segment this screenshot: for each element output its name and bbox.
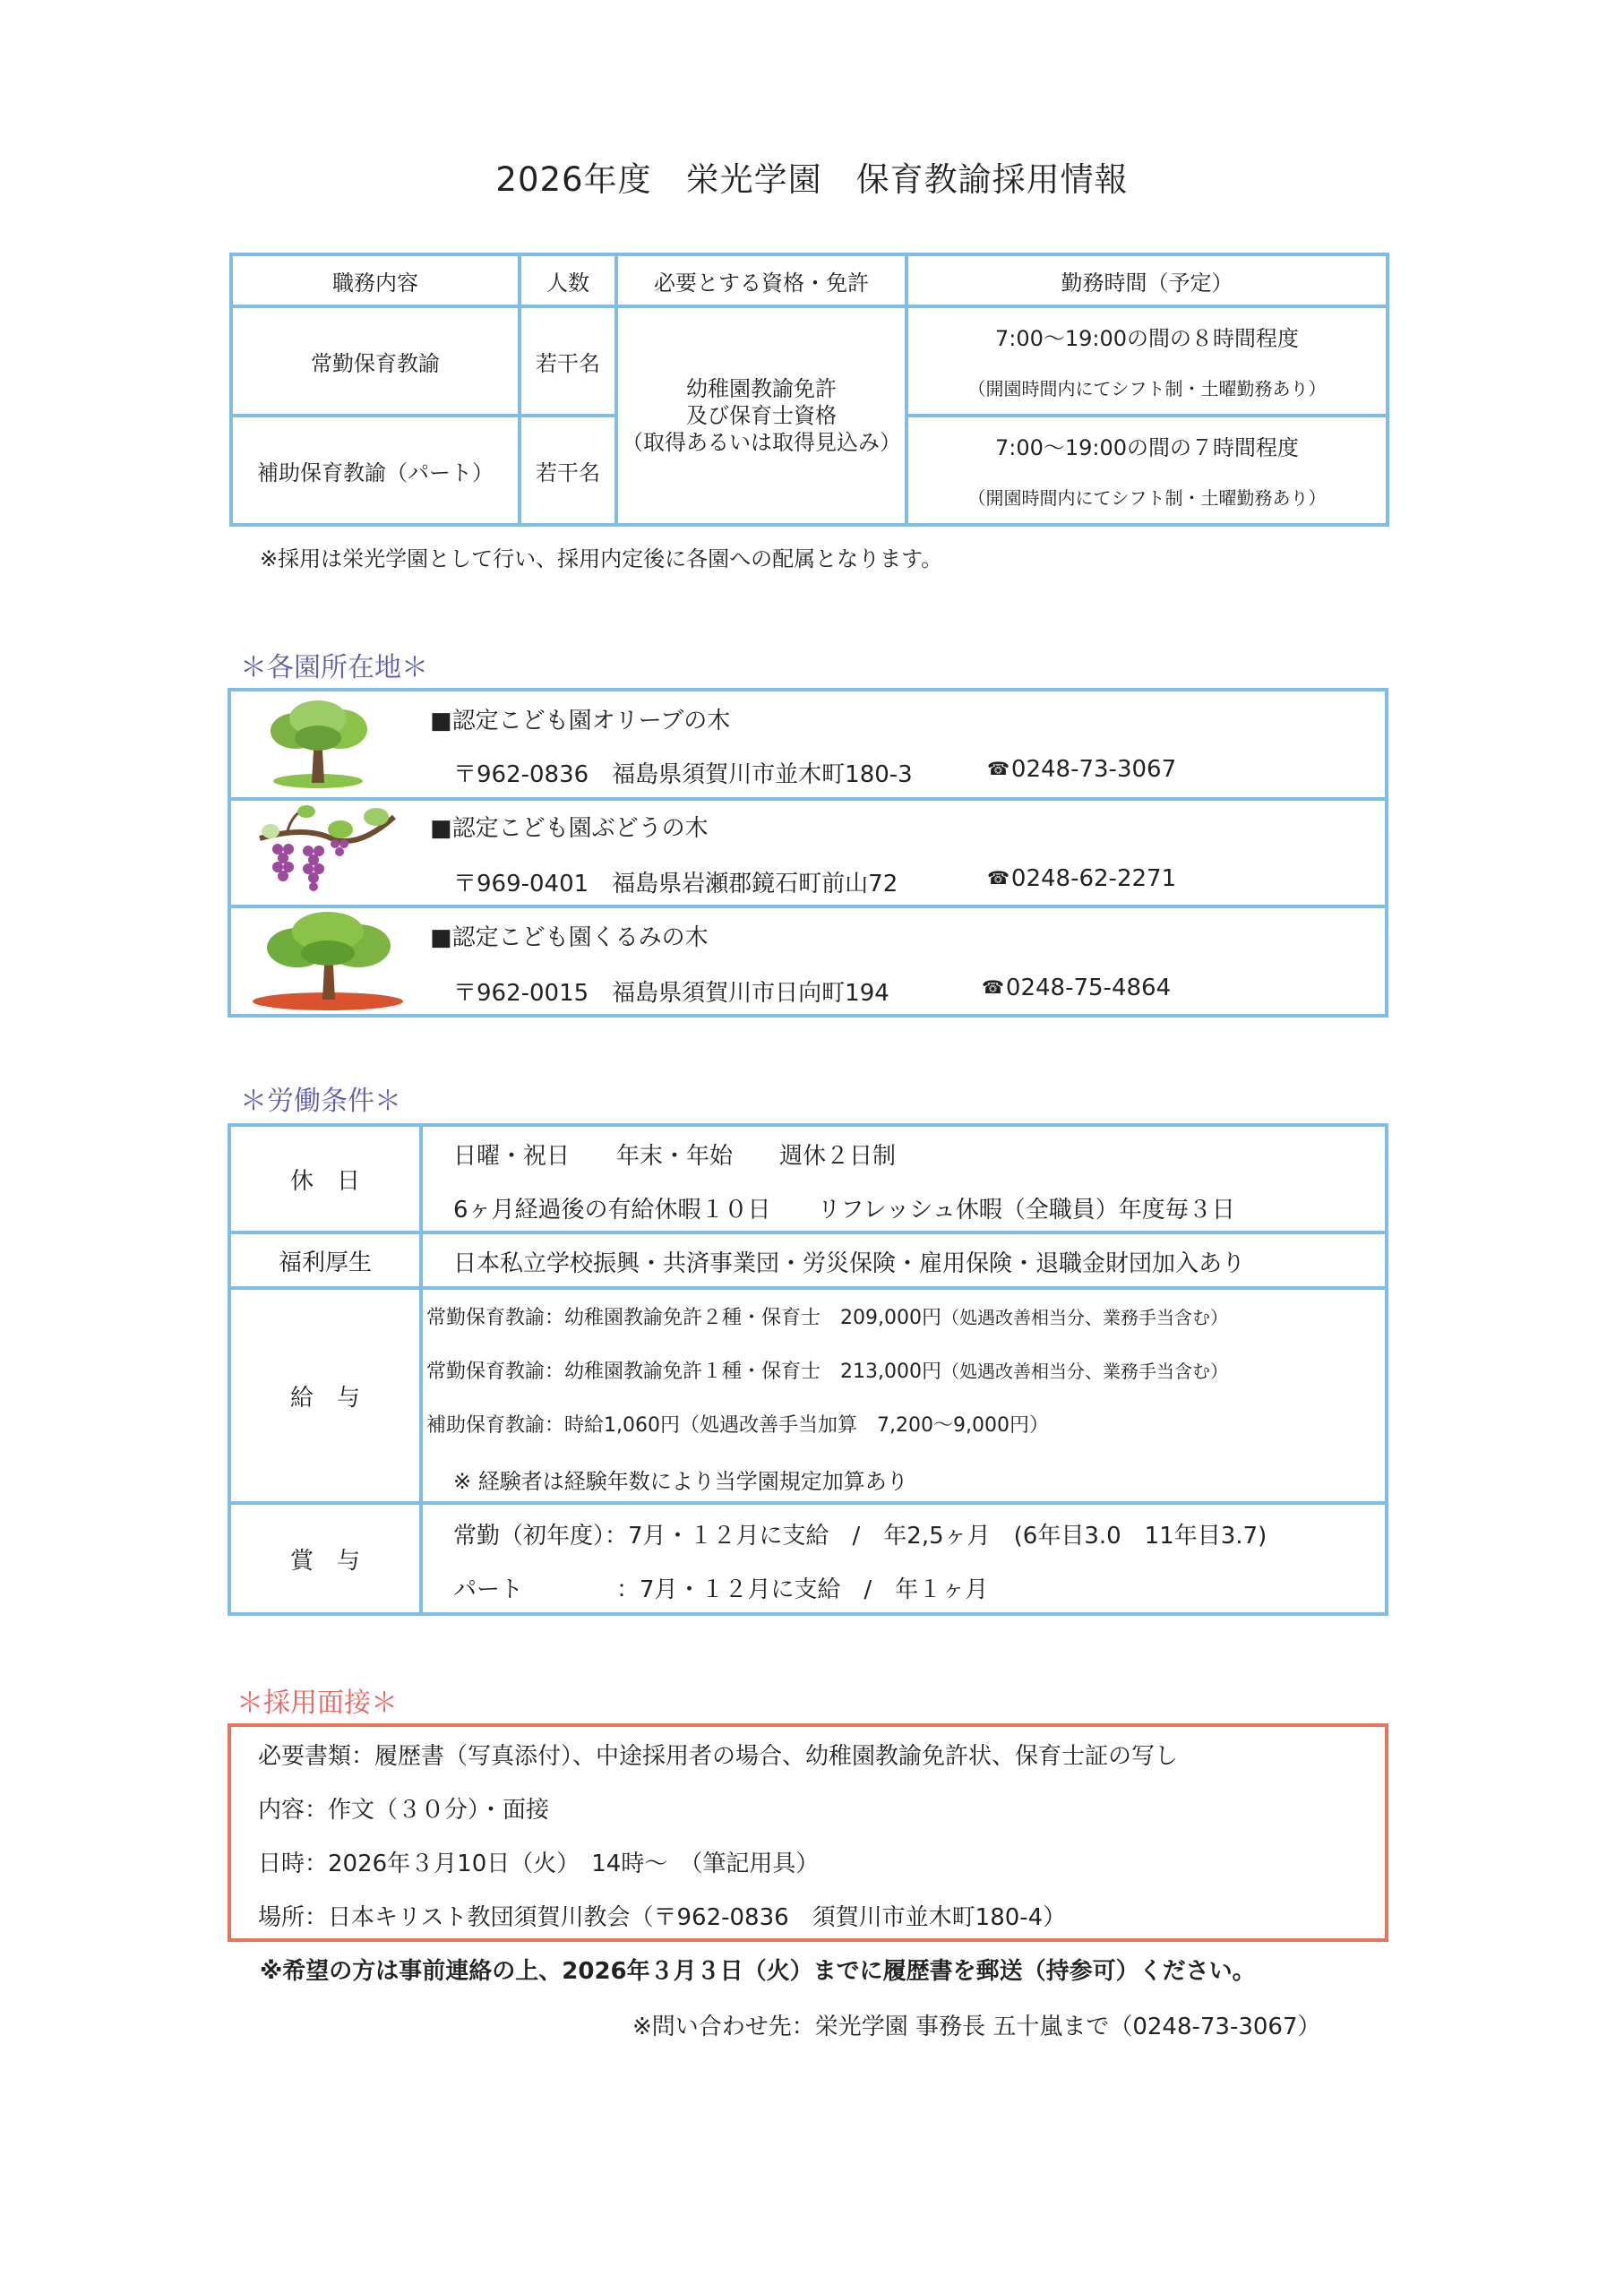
- salary-line: [426, 1356, 1228, 1384]
- placement-note: ※採用は栄光学園として行い、採用内定後に各園への配属となります。: [260, 546, 943, 571]
- job-parttime: 補助保育教諭（パート）: [257, 459, 494, 485]
- qualification-line: 幼稚園教諭免許: [686, 376, 837, 401]
- phone-icon: ☎: [987, 758, 1010, 779]
- bonus-line: パート ：7月・１２月に支給 / 年１ヶ月: [453, 1576, 989, 1603]
- location-phone: [987, 865, 1176, 892]
- count-parttime: 若干名: [536, 459, 600, 485]
- phone-icon: ☎: [987, 867, 1010, 889]
- location-phone: [982, 975, 1171, 1001]
- interview-venue: 場所：日本キリスト教団須賀川教会（〒962-0836 須賀川市並木町180-4）: [258, 1904, 1067, 1931]
- location-name: ■認定こども園ぶどうの木: [430, 815, 709, 842]
- welfare-label: 福利厚生: [278, 1249, 372, 1276]
- hours-note-parttime: （開園時間内にてシフト制・土曜勤務あり）: [967, 486, 1327, 509]
- phone-number: 0248-62-2271: [1010, 865, 1177, 892]
- hours-fulltime: 7:00〜19:00の間の８時間程度: [994, 325, 1300, 351]
- location-address: 〒969-0401 福島県岩瀬郡鏡石町前山72: [453, 871, 898, 897]
- salary-sub: （処遇改善相当分、業務手当含む）: [941, 1307, 1228, 1328]
- location-name: ■認定こども園くるみの木: [430, 924, 709, 951]
- salary-main: 常勤保育教諭：幼稚園教諭免許２種・保育士 209,000円: [426, 1307, 941, 1329]
- location-name: ■認定こども園オリーブの木: [430, 708, 731, 734]
- bonus-label: 賞 与: [289, 1547, 360, 1575]
- salary-line: [426, 1302, 1228, 1330]
- interview-datetime: 日時：2026年３月10日（火） 14時〜 （筆記用具）: [258, 1851, 820, 1877]
- page-title: 2026年度 栄光学園 保育教諭採用情報: [495, 160, 1129, 199]
- location-address: 〒962-0836 福島県須賀川市並木町180-3: [453, 761, 913, 788]
- qualification-line: 及び保育士資格: [686, 403, 837, 428]
- welfare-text: 日本私立学校振興・共済事業団・労災保険・雇用保険・退職金財団加入あり: [453, 1250, 1246, 1277]
- salary-main: 補助保育教諭：時給1,060円（処遇改善手当加算 7,200〜9,000円）: [426, 1414, 1049, 1437]
- phone-number: 0248-75-4864: [1005, 975, 1172, 1001]
- count-fulltime: 若干名: [536, 350, 600, 376]
- phone-icon: ☎: [982, 976, 1004, 998]
- holidays-line: 6ヶ月経過後の有給休暇１０日 リフレッシュ休暇（全職員）年度毎３日: [453, 1197, 1235, 1224]
- grape-icon: [251, 799, 403, 899]
- header-count: 人数: [546, 270, 589, 296]
- salary-label: 給 与: [289, 1384, 360, 1412]
- hours-parttime: 7:00〜19:00の間の７時間程度: [994, 434, 1300, 460]
- interview-documents: 必要書類：履歴書（写真添付）、中途採用者の場合、幼稚園教諭免許状、保育士証の写し: [258, 1743, 1179, 1770]
- bonus-line: 常勤（初年度）：7月・１２月に支給 / 年2,5ヶ月 (6年目3.0 11年目3.7): [453, 1523, 1267, 1550]
- header-qualification: 必要とする資格・免許: [654, 270, 869, 296]
- locations-heading: ＊各園所在地＊: [240, 652, 428, 683]
- qualification-cell: [618, 308, 905, 523]
- salary-note: ※ 経験者は経験年数により当学園規定加算あり: [453, 1469, 908, 1494]
- olive-tree-icon: [260, 695, 376, 794]
- interview-content: 内容：作文（３０分）・面接: [258, 1797, 550, 1824]
- location-phone: [987, 756, 1176, 783]
- salary-sub: （処遇改善相当分、業務手当含む）: [941, 1361, 1228, 1382]
- header-job: 職務内容: [332, 270, 418, 296]
- hours-note-fulltime: （開園時間内にてシフト制・土曜勤務あり）: [967, 377, 1327, 399]
- salary-line: [426, 1410, 1049, 1438]
- location-address: 〒962-0015 福島県須賀川市日向町194: [453, 980, 889, 1007]
- contact-info: ※問い合わせ先：栄光学園 事務長 五十嵐まで（0248-73-3067）: [632, 2014, 1321, 2040]
- job-fulltime: 常勤保育教諭: [311, 350, 440, 376]
- holidays-line: 日曜・祝日 年末・年始 週休２日制: [453, 1143, 897, 1170]
- conditions-heading: ＊労働条件＊: [240, 1086, 401, 1117]
- phone-number: 0248-73-3067: [1010, 756, 1177, 783]
- qualification-line: （取得あるいは取得見込み）: [622, 430, 901, 455]
- holidays-label: 休 日: [289, 1167, 360, 1195]
- salary-main: 常勤保育教諭：幼稚園教諭免許１種・保育士 213,000円: [426, 1361, 941, 1383]
- header-hours: 勤務時間（予定）: [1061, 270, 1233, 296]
- walnut-tree-icon: [247, 906, 408, 1014]
- interview-heading: ＊採用面接＊: [236, 1688, 398, 1719]
- application-notice: ※希望の方は事前連絡の上、2026年３月３日（火）までに履歴書を郵送（持参可）ください。: [260, 1958, 1256, 1985]
